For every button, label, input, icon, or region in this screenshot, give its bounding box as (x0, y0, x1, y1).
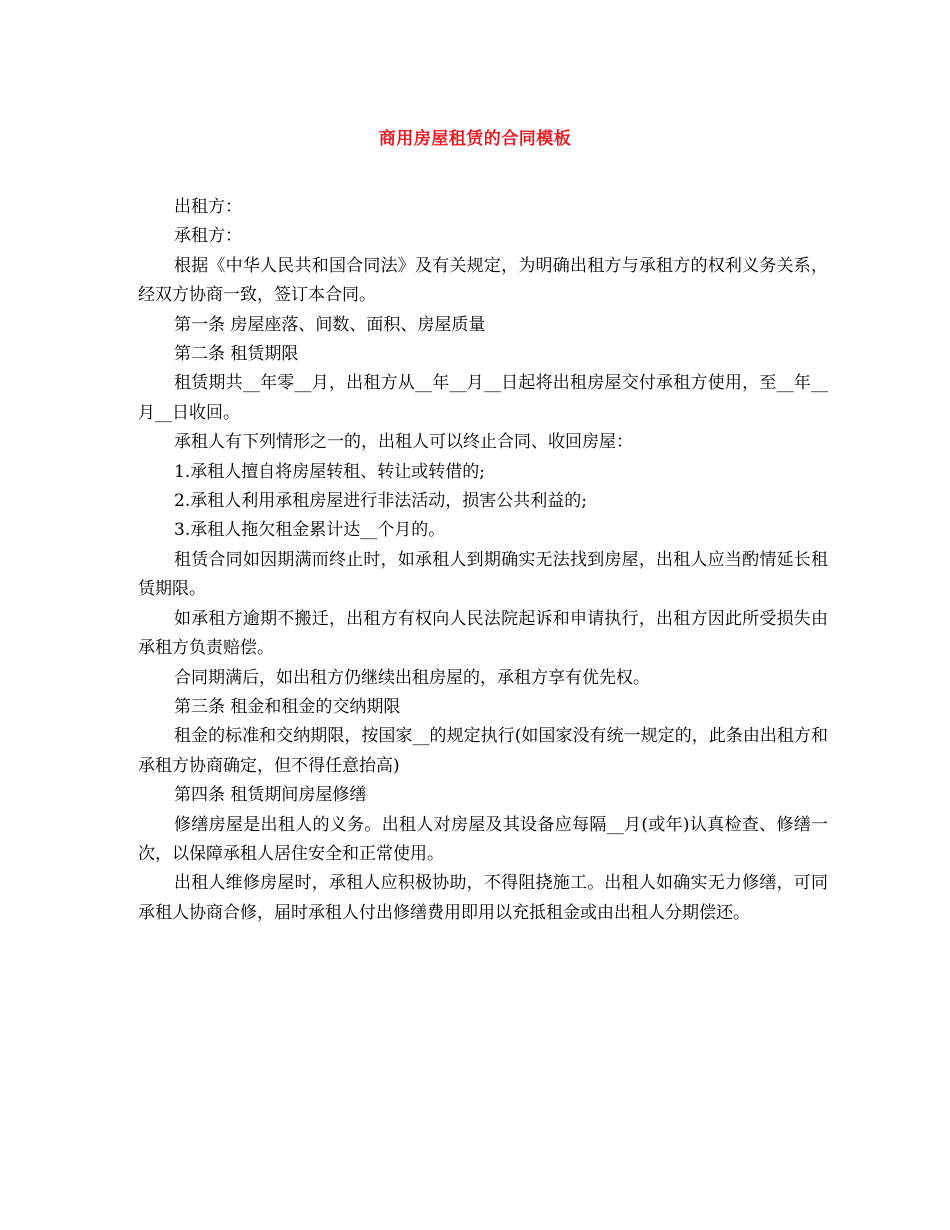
paragraph: 租赁合同如因期满而终止时，如承租人到期确实无法找到房屋，出租人应当酌情延长租赁期限。 (138, 549, 828, 600)
paragraph: 出租人维修房屋时，承租人应积极协助，不得阻挠施工。出租人如确实无力修缮，可同承租人协商合修，届时承租人付出修缮费用即用以充抵租金或由出租人分期偿还。 (138, 873, 828, 923)
paragraph: 租金的标准和交纳期限，按国家__的规定执行(如国家没有统一规定的，此条由出租方和承租方协商确定，但不得任意抬高) (138, 726, 828, 776)
paragraph: 承租人有下列情形之一的，出租人可以终止合同、收回房屋： (174, 432, 633, 453)
paragraph: 修缮房屋是出租人的义务。出租人对房屋及其设备应每隔__月(或年)认真检查、修缮一次，以保障承租人居住安全和正常使用。 (138, 814, 828, 864)
list-item: 1.承租人擅自将房屋转租、转让或转借的; (174, 461, 485, 482)
paragraph: 租赁期共__年零__月，出租方从__年__月__日起将出租房屋交付承租方使用，至__年__月__日收回。 (138, 373, 828, 423)
article-2-heading: 第二条 租赁期限 (174, 344, 299, 365)
article-3-heading: 第三条 租金和租金的交纳期限 (174, 696, 401, 717)
document-body (138, 193, 828, 928)
article-1-heading: 第一条 房屋座落、间数、面积、房屋质量 (174, 314, 486, 335)
paragraph: 合同期满后，如出租方仍继续出租房屋的，承租方享有优先权。 (174, 667, 650, 688)
preamble: 根据《中华人民共和国合同法》及有关规定，为明确出租方与承租方的权利义务关系，经双方协商一致，签订本合同。 (138, 255, 828, 306)
list-item: 3.承租人拖欠租金累计达__个月的。 (174, 520, 446, 541)
list-item: 2.承租人利用承租房屋进行非法活动，损害公共利益的; (174, 491, 587, 512)
paragraph: 如承租方逾期不搬迁，出租方有权向人民法院起诉和申请执行，出租方因此所受损失由承租方负责赔偿。 (138, 608, 828, 659)
article-4-heading: 第四条 租赁期间房屋修缮 (174, 785, 367, 806)
document-title: 商用房屋租赁的合同模板 (378, 129, 572, 149)
party-lessor: 出租方： (174, 197, 242, 217)
party-lessee: 承租方： (174, 226, 242, 247)
